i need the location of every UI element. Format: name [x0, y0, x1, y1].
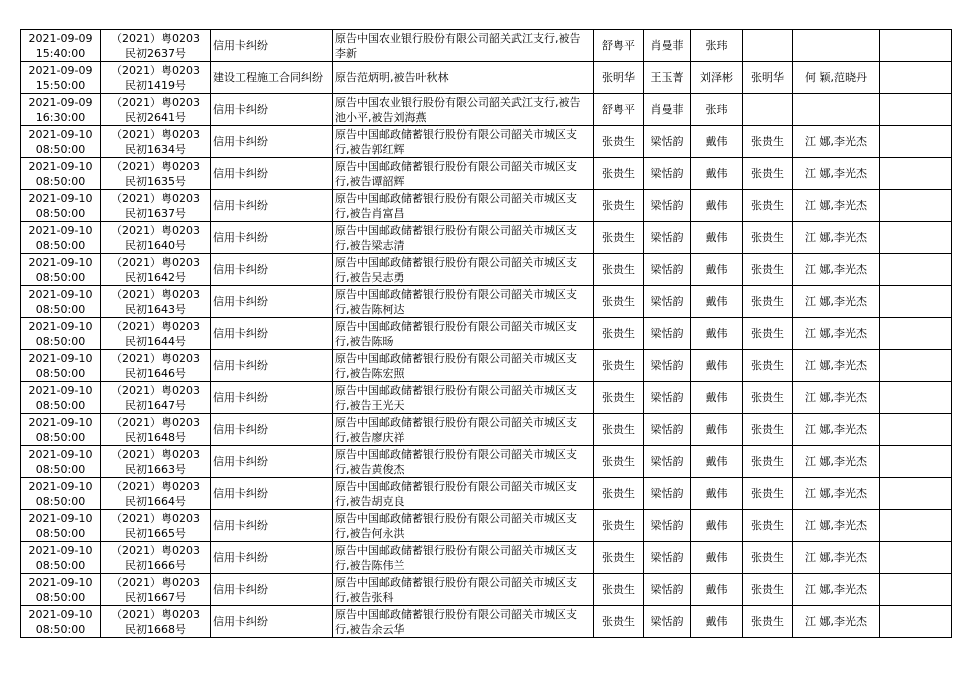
case-number-id: 民初1643号 — [125, 302, 186, 316]
hearing-date: 2021-09-10 — [28, 351, 93, 365]
juror-cell — [793, 30, 880, 62]
staff-cell: 张玮 — [691, 94, 743, 126]
case-number-cell — [101, 318, 211, 350]
case-cause-cell: 信用卡纠纷 — [211, 126, 333, 158]
juror-cell: 江 娜,李光杰 — [793, 606, 880, 638]
parties-cell: 原告中国邮政储蓄银行股份有限公司韶关市城区支行,被告陈旸 — [333, 318, 594, 350]
case-number-court: （2021）粤0203 — [111, 95, 200, 109]
parties-cell: 原告中国邮政储蓄银行股份有限公司韶关市城区支行,被告陈伟兰 — [333, 542, 594, 574]
extra-cell — [880, 350, 952, 382]
hearing-datetime-cell — [21, 382, 101, 414]
hearing-time: 08:50:00 — [35, 590, 86, 604]
juror-cell: 江 娜,李光杰 — [793, 286, 880, 318]
parties-cell: 原告范炳明,被告叶秋林 — [333, 62, 594, 94]
hearing-time: 08:50:00 — [35, 270, 86, 284]
hearing-time: 16:30:00 — [35, 110, 86, 124]
extra-cell — [880, 318, 952, 350]
judge-member-cell: 张贵生 — [743, 158, 793, 190]
hearing-date: 2021-09-10 — [28, 383, 93, 397]
hearing-date: 2021-09-10 — [28, 159, 93, 173]
case-number-cell — [101, 94, 211, 126]
case-number-court: （2021）粤0203 — [111, 607, 200, 621]
presiding-judge-cell: 张贵生 — [594, 126, 644, 158]
juror-cell: 江 娜,李光杰 — [793, 222, 880, 254]
parties-cell: 原告中国邮政储蓄银行股份有限公司韶关市城区支行,被告廖庆祥 — [333, 414, 594, 446]
hearing-date: 2021-09-10 — [28, 415, 93, 429]
parties-cell: 原告中国邮政储蓄银行股份有限公司韶关市城区支行,被告何永洪 — [333, 510, 594, 542]
case-number-cell — [101, 30, 211, 62]
clerk-cell: 梁恬韵 — [644, 350, 691, 382]
case-number-id: 民初1667号 — [125, 590, 186, 604]
judge-member-cell: 张贵生 — [743, 510, 793, 542]
judge-member-cell: 张贵生 — [743, 126, 793, 158]
staff-cell: 戴伟 — [691, 510, 743, 542]
presiding-judge-cell: 张贵生 — [594, 446, 644, 478]
parties-cell: 原告中国邮政储蓄银行股份有限公司韶关市城区支行,被告郭红辉 — [333, 126, 594, 158]
table-row — [21, 222, 952, 254]
case-number-id: 民初1668号 — [125, 622, 186, 636]
case-number-court: （2021）粤0203 — [111, 351, 200, 365]
hearing-datetime-cell — [21, 30, 101, 62]
hearing-date: 2021-09-10 — [28, 319, 93, 333]
table-row — [21, 446, 952, 478]
case-cause-cell: 信用卡纠纷 — [211, 446, 333, 478]
extra-cell — [880, 510, 952, 542]
presiding-judge-cell: 张贵生 — [594, 190, 644, 222]
hearing-datetime-cell — [21, 542, 101, 574]
presiding-judge-cell: 张贵生 — [594, 414, 644, 446]
hearing-date: 2021-09-10 — [28, 223, 93, 237]
table-row — [21, 318, 952, 350]
staff-cell: 戴伟 — [691, 254, 743, 286]
judge-member-cell: 张贵生 — [743, 478, 793, 510]
parties-cell: 原告中国邮政储蓄银行股份有限公司韶关市城区支行,被告梁志清 — [333, 222, 594, 254]
hearing-time: 08:50:00 — [35, 142, 86, 156]
case-cause-cell: 建设工程施工合同纠纷 — [211, 62, 333, 94]
hearing-time: 15:40:00 — [35, 46, 86, 60]
case-number-cell — [101, 478, 211, 510]
hearing-time: 08:50:00 — [35, 302, 86, 316]
extra-cell — [880, 446, 952, 478]
case-number-court: （2021）粤0203 — [111, 383, 200, 397]
staff-cell: 戴伟 — [691, 382, 743, 414]
juror-cell — [793, 94, 880, 126]
judge-member-cell: 张贵生 — [743, 350, 793, 382]
case-cause-cell: 信用卡纠纷 — [211, 158, 333, 190]
hearing-date: 2021-09-10 — [28, 607, 93, 621]
clerk-cell: 梁恬韵 — [644, 510, 691, 542]
case-number-court: （2021）粤0203 — [111, 63, 200, 77]
table-row — [21, 254, 952, 286]
extra-cell — [880, 94, 952, 126]
judge-member-cell: 张贵生 — [743, 222, 793, 254]
clerk-cell: 梁恬韵 — [644, 126, 691, 158]
hearing-datetime-cell — [21, 318, 101, 350]
hearing-datetime-cell — [21, 350, 101, 382]
hearing-time: 08:50:00 — [35, 174, 86, 188]
case-number-court: （2021）粤0203 — [111, 31, 200, 45]
case-number-court: （2021）粤0203 — [111, 223, 200, 237]
judge-member-cell: 张贵生 — [743, 606, 793, 638]
judge-member-cell: 张贵生 — [743, 254, 793, 286]
table-row — [21, 478, 952, 510]
clerk-cell: 王玉菁 — [644, 62, 691, 94]
case-number-cell — [101, 382, 211, 414]
judge-member-cell: 张贵生 — [743, 382, 793, 414]
case-number-court: （2021）粤0203 — [111, 255, 200, 269]
judge-member-cell: 张贵生 — [743, 190, 793, 222]
case-number-cell — [101, 222, 211, 254]
case-cause-cell: 信用卡纠纷 — [211, 30, 333, 62]
judge-member-cell: 张贵生 — [743, 286, 793, 318]
clerk-cell: 梁恬韵 — [644, 382, 691, 414]
table-row — [21, 542, 952, 574]
extra-cell — [880, 158, 952, 190]
juror-cell: 江 娜,李光杰 — [793, 254, 880, 286]
clerk-cell: 肖曼菲 — [644, 30, 691, 62]
table-row — [21, 62, 952, 94]
hearing-datetime-cell — [21, 574, 101, 606]
case-number-cell — [101, 126, 211, 158]
presiding-judge-cell: 张贵生 — [594, 286, 644, 318]
extra-cell — [880, 222, 952, 254]
staff-cell: 戴伟 — [691, 414, 743, 446]
case-number-cell — [101, 350, 211, 382]
clerk-cell: 肖曼菲 — [644, 94, 691, 126]
juror-cell: 江 娜,李光杰 — [793, 414, 880, 446]
case-cause-cell: 信用卡纠纷 — [211, 350, 333, 382]
table-row — [21, 574, 952, 606]
case-number-id: 民初1664号 — [125, 494, 186, 508]
table-row — [21, 606, 952, 638]
parties-cell: 原告中国邮政储蓄银行股份有限公司韶关市城区支行,被告谭韶辉 — [333, 158, 594, 190]
case-number-id: 民初1647号 — [125, 398, 186, 412]
hearing-time: 08:50:00 — [35, 494, 86, 508]
case-number-court: （2021）粤0203 — [111, 159, 200, 173]
clerk-cell: 梁恬韵 — [644, 478, 691, 510]
case-number-cell — [101, 190, 211, 222]
case-number-court: （2021）粤0203 — [111, 415, 200, 429]
case-cause-cell: 信用卡纠纷 — [211, 94, 333, 126]
case-number-id: 民初1644号 — [125, 334, 186, 348]
hearing-date: 2021-09-10 — [28, 191, 93, 205]
case-cause-cell: 信用卡纠纷 — [211, 574, 333, 606]
case-number-id: 民初1642号 — [125, 270, 186, 284]
hearing-date: 2021-09-10 — [28, 127, 93, 141]
staff-cell: 戴伟 — [691, 190, 743, 222]
case-number-cell — [101, 542, 211, 574]
case-number-cell — [101, 574, 211, 606]
clerk-cell: 梁恬韵 — [644, 254, 691, 286]
hearing-date: 2021-09-10 — [28, 575, 93, 589]
hearing-datetime-cell — [21, 478, 101, 510]
case-number-id: 民初1637号 — [125, 206, 186, 220]
hearing-time: 08:50:00 — [35, 462, 86, 476]
case-cause-cell: 信用卡纠纷 — [211, 382, 333, 414]
table-row — [21, 158, 952, 190]
judge-member-cell: 张贵生 — [743, 414, 793, 446]
hearing-date: 2021-09-10 — [28, 479, 93, 493]
case-number-id: 民初1665号 — [125, 526, 186, 540]
case-number-court: （2021）粤0203 — [111, 319, 200, 333]
hearing-time: 08:50:00 — [35, 206, 86, 220]
case-number-cell — [101, 254, 211, 286]
table-row — [21, 286, 952, 318]
hearing-datetime-cell — [21, 126, 101, 158]
clerk-cell: 梁恬韵 — [644, 286, 691, 318]
hearing-datetime-cell — [21, 222, 101, 254]
hearing-datetime-cell — [21, 446, 101, 478]
case-cause-cell: 信用卡纠纷 — [211, 254, 333, 286]
table-row — [21, 350, 952, 382]
juror-cell: 江 娜,李光杰 — [793, 382, 880, 414]
staff-cell: 戴伟 — [691, 446, 743, 478]
presiding-judge-cell: 张贵生 — [594, 606, 644, 638]
case-number-cell — [101, 158, 211, 190]
presiding-judge-cell: 张贵生 — [594, 478, 644, 510]
presiding-judge-cell: 张贵生 — [594, 350, 644, 382]
hearing-time: 08:50:00 — [35, 622, 86, 636]
extra-cell — [880, 382, 952, 414]
hearing-datetime-cell — [21, 94, 101, 126]
clerk-cell: 梁恬韵 — [644, 222, 691, 254]
presiding-judge-cell: 舒粤平 — [594, 30, 644, 62]
hearing-datetime-cell — [21, 414, 101, 446]
extra-cell — [880, 542, 952, 574]
case-number-court: （2021）粤0203 — [111, 447, 200, 461]
hearing-date: 2021-09-09 — [28, 31, 93, 45]
parties-cell: 原告中国农业银行股份有限公司韶关武江支行,被告李新 — [333, 30, 594, 62]
presiding-judge-cell: 张贵生 — [594, 222, 644, 254]
clerk-cell: 梁恬韵 — [644, 158, 691, 190]
parties-cell: 原告中国农业银行股份有限公司韶关武江支行,被告池小平,被告刘海燕 — [333, 94, 594, 126]
extra-cell — [880, 414, 952, 446]
hearing-date: 2021-09-09 — [28, 95, 93, 109]
extra-cell — [880, 606, 952, 638]
table-row — [21, 510, 952, 542]
hearing-time: 08:50:00 — [35, 366, 86, 380]
case-number-cell — [101, 606, 211, 638]
extra-cell — [880, 30, 952, 62]
hearing-datetime-cell — [21, 254, 101, 286]
table-row — [21, 126, 952, 158]
parties-cell: 原告中国邮政储蓄银行股份有限公司韶关市城区支行,被告陈宏照 — [333, 350, 594, 382]
extra-cell — [880, 126, 952, 158]
case-cause-cell: 信用卡纠纷 — [211, 414, 333, 446]
staff-cell: 戴伟 — [691, 478, 743, 510]
hearing-time: 08:50:00 — [35, 398, 86, 412]
clerk-cell: 梁恬韵 — [644, 318, 691, 350]
case-cause-cell: 信用卡纠纷 — [211, 542, 333, 574]
case-number-id: 民初1640号 — [125, 238, 186, 252]
table-row — [21, 30, 952, 62]
clerk-cell: 梁恬韵 — [644, 414, 691, 446]
case-number-court: （2021）粤0203 — [111, 127, 200, 141]
clerk-cell: 梁恬韵 — [644, 574, 691, 606]
case-number-id: 民初1663号 — [125, 462, 186, 476]
hearing-datetime-cell — [21, 62, 101, 94]
hearing-time: 15:50:00 — [35, 78, 86, 92]
presiding-judge-cell: 舒粤平 — [594, 94, 644, 126]
parties-cell: 原告中国邮政储蓄银行股份有限公司韶关市城区支行,被告胡克良 — [333, 478, 594, 510]
clerk-cell: 梁恬韵 — [644, 606, 691, 638]
case-number-id: 民初1419号 — [125, 78, 186, 92]
juror-cell: 江 娜,李光杰 — [793, 350, 880, 382]
case-cause-cell: 信用卡纠纷 — [211, 222, 333, 254]
case-number-id: 民初1646号 — [125, 366, 186, 380]
judge-member-cell: 张贵生 — [743, 574, 793, 606]
hearing-datetime-cell — [21, 286, 101, 318]
case-number-id: 民初1666号 — [125, 558, 186, 572]
clerk-cell: 梁恬韵 — [644, 446, 691, 478]
presiding-judge-cell: 张贵生 — [594, 574, 644, 606]
table-row — [21, 382, 952, 414]
presiding-judge-cell: 张贵生 — [594, 382, 644, 414]
hearing-date: 2021-09-10 — [28, 511, 93, 525]
hearing-date: 2021-09-10 — [28, 447, 93, 461]
juror-cell: 江 娜,李光杰 — [793, 542, 880, 574]
presiding-judge-cell: 张贵生 — [594, 318, 644, 350]
hearing-datetime-cell — [21, 158, 101, 190]
presiding-judge-cell: 张明华 — [594, 62, 644, 94]
hearing-date: 2021-09-09 — [28, 63, 93, 77]
clerk-cell: 梁恬韵 — [644, 542, 691, 574]
staff-cell: 戴伟 — [691, 350, 743, 382]
hearing-datetime-cell — [21, 510, 101, 542]
case-number-court: （2021）粤0203 — [111, 287, 200, 301]
case-number-court: （2021）粤0203 — [111, 543, 200, 557]
parties-cell: 原告中国邮政储蓄银行股份有限公司韶关市城区支行,被告肖富昌 — [333, 190, 594, 222]
hearing-date: 2021-09-10 — [28, 255, 93, 269]
juror-cell: 江 娜,李光杰 — [793, 158, 880, 190]
hearing-schedule-table — [20, 29, 952, 638]
case-cause-cell: 信用卡纠纷 — [211, 286, 333, 318]
case-number-id: 民初2641号 — [125, 110, 186, 124]
case-number-court: （2021）粤0203 — [111, 511, 200, 525]
juror-cell: 江 娜,李光杰 — [793, 510, 880, 542]
extra-cell — [880, 62, 952, 94]
case-number-cell — [101, 414, 211, 446]
judge-member-cell: 张贵生 — [743, 542, 793, 574]
case-number-id: 民初1648号 — [125, 430, 186, 444]
extra-cell — [880, 478, 952, 510]
juror-cell: 江 娜,李光杰 — [793, 574, 880, 606]
parties-cell: 原告中国邮政储蓄银行股份有限公司韶关市城区支行,被告王光天 — [333, 382, 594, 414]
juror-cell: 江 娜,李光杰 — [793, 126, 880, 158]
extra-cell — [880, 190, 952, 222]
table-row — [21, 94, 952, 126]
presiding-judge-cell: 张贵生 — [594, 158, 644, 190]
parties-cell: 原告中国邮政储蓄银行股份有限公司韶关市城区支行,被告余云华 — [333, 606, 594, 638]
case-number-cell — [101, 510, 211, 542]
staff-cell: 张玮 — [691, 30, 743, 62]
presiding-judge-cell: 张贵生 — [594, 510, 644, 542]
judge-member-cell: 张贵生 — [743, 318, 793, 350]
presiding-judge-cell: 张贵生 — [594, 254, 644, 286]
presiding-judge-cell: 张贵生 — [594, 542, 644, 574]
case-number-cell — [101, 446, 211, 478]
case-number-court: （2021）粤0203 — [111, 479, 200, 493]
hearing-datetime-cell — [21, 190, 101, 222]
case-cause-cell: 信用卡纠纷 — [211, 606, 333, 638]
case-cause-cell: 信用卡纠纷 — [211, 510, 333, 542]
parties-cell: 原告中国邮政储蓄银行股份有限公司韶关市城区支行,被告陈柯达 — [333, 286, 594, 318]
case-number-cell — [101, 286, 211, 318]
judge-member-cell: 张明华 — [743, 62, 793, 94]
juror-cell: 江 娜,李光杰 — [793, 190, 880, 222]
hearing-date: 2021-09-10 — [28, 543, 93, 557]
hearing-datetime-cell — [21, 606, 101, 638]
case-number-cell — [101, 62, 211, 94]
case-cause-cell: 信用卡纠纷 — [211, 478, 333, 510]
case-number-id: 民初2637号 — [125, 46, 186, 60]
staff-cell: 戴伟 — [691, 222, 743, 254]
extra-cell — [880, 574, 952, 606]
staff-cell: 戴伟 — [691, 318, 743, 350]
case-number-id: 民初1634号 — [125, 142, 186, 156]
case-cause-cell: 信用卡纠纷 — [211, 318, 333, 350]
juror-cell: 何 颖,范晓丹 — [793, 62, 880, 94]
judge-member-cell — [743, 94, 793, 126]
parties-cell: 原告中国邮政储蓄银行股份有限公司韶关市城区支行,被告黄俊杰 — [333, 446, 594, 478]
table-row — [21, 190, 952, 222]
case-cause-cell: 信用卡纠纷 — [211, 190, 333, 222]
case-number-id: 民初1635号 — [125, 174, 186, 188]
staff-cell: 戴伟 — [691, 286, 743, 318]
staff-cell: 戴伟 — [691, 606, 743, 638]
parties-cell: 原告中国邮政储蓄银行股份有限公司韶关市城区支行,被告吴志勇 — [333, 254, 594, 286]
hearing-time: 08:50:00 — [35, 334, 86, 348]
juror-cell: 江 娜,李光杰 — [793, 478, 880, 510]
case-number-court: （2021）粤0203 — [111, 191, 200, 205]
extra-cell — [880, 286, 952, 318]
hearing-time: 08:50:00 — [35, 558, 86, 572]
parties-cell: 原告中国邮政储蓄银行股份有限公司韶关市城区支行,被告张科 — [333, 574, 594, 606]
staff-cell: 戴伟 — [691, 158, 743, 190]
hearing-time: 08:50:00 — [35, 238, 86, 252]
judge-member-cell — [743, 30, 793, 62]
juror-cell: 江 娜,李光杰 — [793, 318, 880, 350]
juror-cell: 江 娜,李光杰 — [793, 446, 880, 478]
extra-cell — [880, 254, 952, 286]
hearing-date: 2021-09-10 — [28, 287, 93, 301]
hearing-time: 08:50:00 — [35, 430, 86, 444]
table-row — [21, 414, 952, 446]
staff-cell: 戴伟 — [691, 542, 743, 574]
clerk-cell: 梁恬韵 — [644, 190, 691, 222]
staff-cell: 戴伟 — [691, 574, 743, 606]
judge-member-cell: 张贵生 — [743, 446, 793, 478]
case-number-court: （2021）粤0203 — [111, 575, 200, 589]
staff-cell: 戴伟 — [691, 126, 743, 158]
hearing-time: 08:50:00 — [35, 526, 86, 540]
staff-cell: 刘泽彬 — [691, 62, 743, 94]
